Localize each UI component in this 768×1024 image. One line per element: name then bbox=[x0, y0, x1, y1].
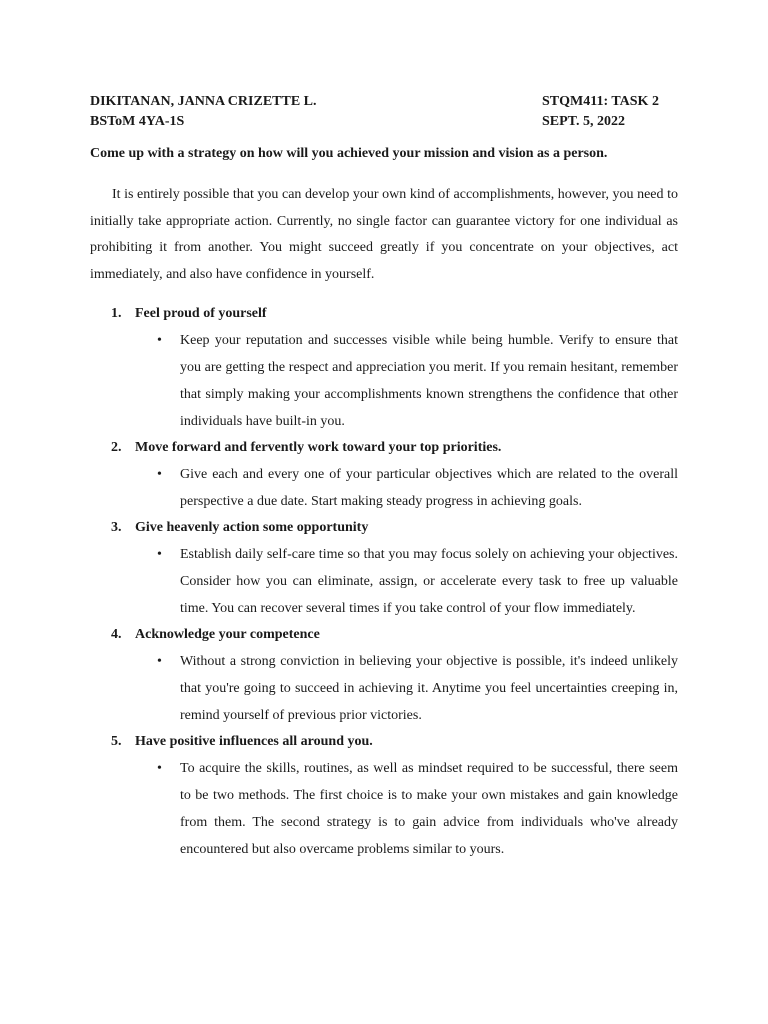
bullet-icon: • bbox=[157, 467, 162, 482]
list-item bbox=[90, 729, 678, 863]
task-prompt: Come up with a strategy on how will you achieved your mission and vision as a person. bbox=[90, 146, 608, 161]
item-title: Feel proud of yourself bbox=[135, 306, 267, 321]
bullet-point bbox=[157, 755, 678, 863]
list-item bbox=[90, 301, 678, 435]
list-item bbox=[90, 515, 678, 622]
item-title: Have positive influences all around you. bbox=[135, 734, 373, 749]
item-number: 4. bbox=[111, 627, 122, 642]
item-title: Give heavenly action some opportunity bbox=[135, 520, 369, 535]
bullet-text: Keep your reputation and successes visible while being humble. Verify to ensure that you are getting the respect and appreciation you merit. If you remain hesitant, remember that simply making your accomplishments known strengthens the confidence that other individuals have built-in you. bbox=[180, 333, 678, 429]
bullet-text: Without a strong conviction in believing your objective is possible, it's indeed unlikely that you're going to succeed in achieving it. Anytime you feel uncertainties creeping in, remind yourself of previous prior victories. bbox=[180, 654, 678, 723]
item-title: Acknowledge your competence bbox=[135, 627, 320, 642]
student-name: DIKITANAN, JANNA CRIZETTE L. bbox=[90, 94, 317, 109]
list-item bbox=[90, 435, 678, 515]
bullet-icon: • bbox=[157, 333, 162, 348]
strategy-list bbox=[90, 301, 678, 863]
student-section: BSToM 4YA-1S bbox=[90, 114, 185, 129]
bullet-point bbox=[157, 461, 678, 515]
bullet-icon: • bbox=[157, 654, 162, 669]
item-heading bbox=[90, 622, 678, 648]
course-task: STQM411: TASK 2 bbox=[542, 94, 659, 109]
header-left bbox=[90, 92, 490, 132]
item-number: 3. bbox=[111, 520, 122, 535]
header-right bbox=[542, 92, 682, 132]
item-number: 5. bbox=[111, 734, 122, 749]
bullet-text: Establish daily self-care time so that you may focus solely on achieving your objectives. Consider how you can eliminate, assign, or accelerate every task to free up valuable time. You can recover several times if you take control of your flow immediately. bbox=[180, 547, 678, 616]
item-title: Move forward and fervently work toward your top priorities. bbox=[135, 440, 502, 455]
bullet-point bbox=[157, 327, 678, 435]
bullet-icon: • bbox=[157, 761, 162, 776]
intro-paragraph: It is entirely possible that you can develop your own kind of accomplishments, however, you need to initially take appropriate action. Currently, no single factor can guarantee victory for one individual as prohibiting it from another. You might succeed greatly if you concentrate on your objectives, act immediately, and also have confidence in yourself. bbox=[90, 187, 678, 282]
item-heading bbox=[90, 729, 678, 755]
bullet-text: To acquire the skills, routines, as well as mindset required to be successful, there seem to be two methods. The first choice is to make your own mistakes and gain knowledge from them. The second strategy is to gain advice from individuals who've already encountered but also overcame problems similar to yours. bbox=[180, 761, 678, 857]
bullet-icon: • bbox=[157, 547, 162, 562]
bullet-text: Give each and every one of your particular objectives which are related to the overall perspective a due date. Start making steady progress in achieving goals. bbox=[180, 467, 678, 509]
bullet-point bbox=[157, 541, 678, 622]
bullet-point bbox=[157, 648, 678, 729]
item-heading bbox=[90, 301, 678, 327]
item-number: 2. bbox=[111, 440, 122, 455]
item-heading bbox=[90, 435, 678, 461]
document-date: SEPT. 5, 2022 bbox=[542, 114, 625, 129]
item-number: 1. bbox=[111, 306, 122, 321]
item-heading bbox=[90, 515, 678, 541]
list-item bbox=[90, 622, 678, 729]
